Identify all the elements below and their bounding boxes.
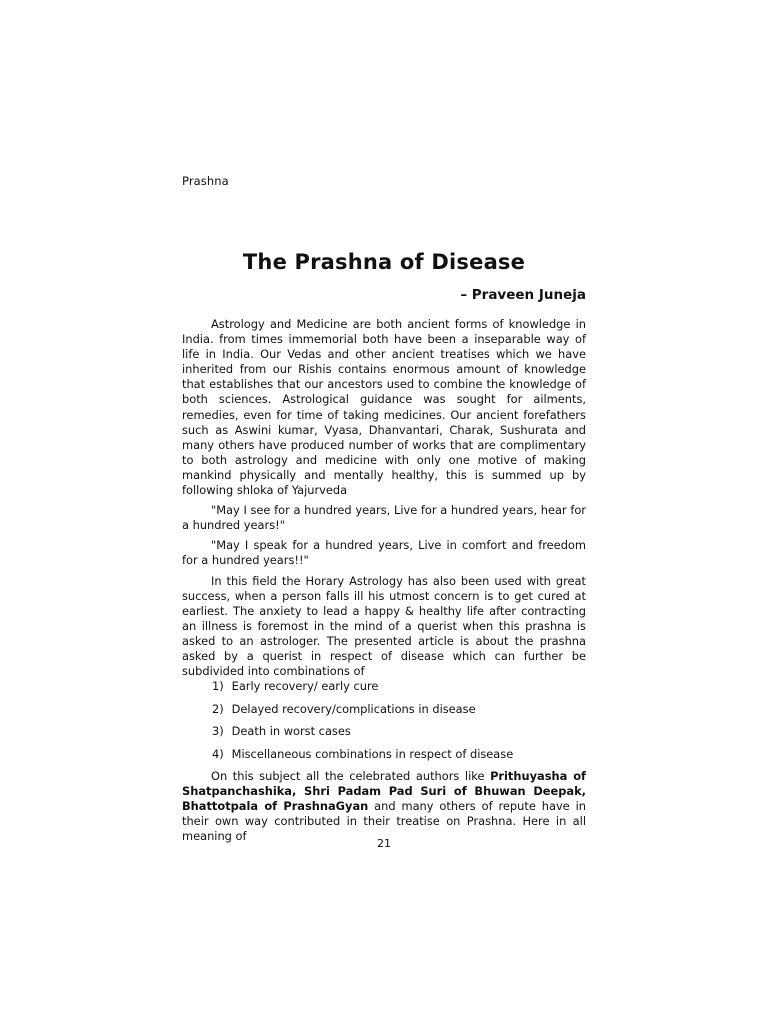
list-item — [182, 747, 586, 762]
list-item-text: Death in worst cases — [231, 724, 351, 739]
article-body — [182, 317, 586, 845]
quote-first: "May I see for a hundred years, Live for a hundred years, hear for a hundred years!" — [182, 503, 586, 533]
paragraph-intro: Astrology and Medicine are both ancient forms of knowledge in India. from times immemorial both have been a inseparable way of life in India. Our Vedas and other ancient treatises which we have inherited from our Rishis contains enormous amount of knowledge that establishes that our ancestors used to combine the knowledge of both sciences. Astrological guidance was sought for ailments, remedies, even for time of taking medicines. Our ancient forefathers such as Aswini kumar, Vyasa, Dhanvantari, Charak, Sushurata and many others have produced number of works that are complimentary to both astrology and medicine with only one motive of making mankind physically and mentally healthy, this is summed up by following shloka of Yajurveda — [182, 317, 586, 498]
list-item — [182, 724, 586, 739]
list-item-number: 2) — [212, 701, 224, 716]
paragraph-authors-lead: On this subject all the celebrated authors like — [211, 769, 491, 784]
paragraph-horary: In this field the Horary Astrology has also been used with great success, when a person falls ill his utmost concern is to get cured at earliest. The anxiety to lead a happy & healthy life after contracting an illness is foremost in the mind of a querist when this prashna is asked to an astrologer. The presented article is about the prashna asked by a querist in respect of disease which can further be subdivided into combinations of — [182, 573, 586, 679]
list-item — [182, 679, 586, 694]
list-item-number: 3) — [212, 724, 224, 739]
list-item-number: 1) — [212, 679, 224, 694]
paragraph-authors — [182, 769, 586, 844]
article-title: The Prashna of Disease — [242, 250, 526, 274]
list-item-text: Delayed recovery/complications in disease — [231, 701, 476, 716]
running-header: Prashna — [182, 174, 229, 188]
page-number: 21 — [377, 837, 391, 850]
list-item-text: Early recovery/ early cure — [231, 679, 379, 694]
paragraph-authors-tail: and many others of repute have in their own way contributed in their treatise on Prashna. Here in all meaning of — [182, 799, 586, 844]
article-author: – Praveen Juneja — [460, 287, 586, 303]
paragraph-authors-names: Prithuyasha of Shatpanchashika, Shri Padam Pad Suri of Bhuwan Deepak, Bhattotpala of PrashnaGyan — [182, 769, 587, 814]
list-item-text: Miscellaneous combinations in respect of disease — [231, 746, 514, 761]
list-item — [182, 702, 586, 717]
combinations-list — [182, 679, 586, 762]
list-item-number: 4) — [212, 746, 224, 761]
quote-second: "May I speak for a hundred years, Live in comfort and freedom for a hundred years!!" — [182, 538, 586, 568]
